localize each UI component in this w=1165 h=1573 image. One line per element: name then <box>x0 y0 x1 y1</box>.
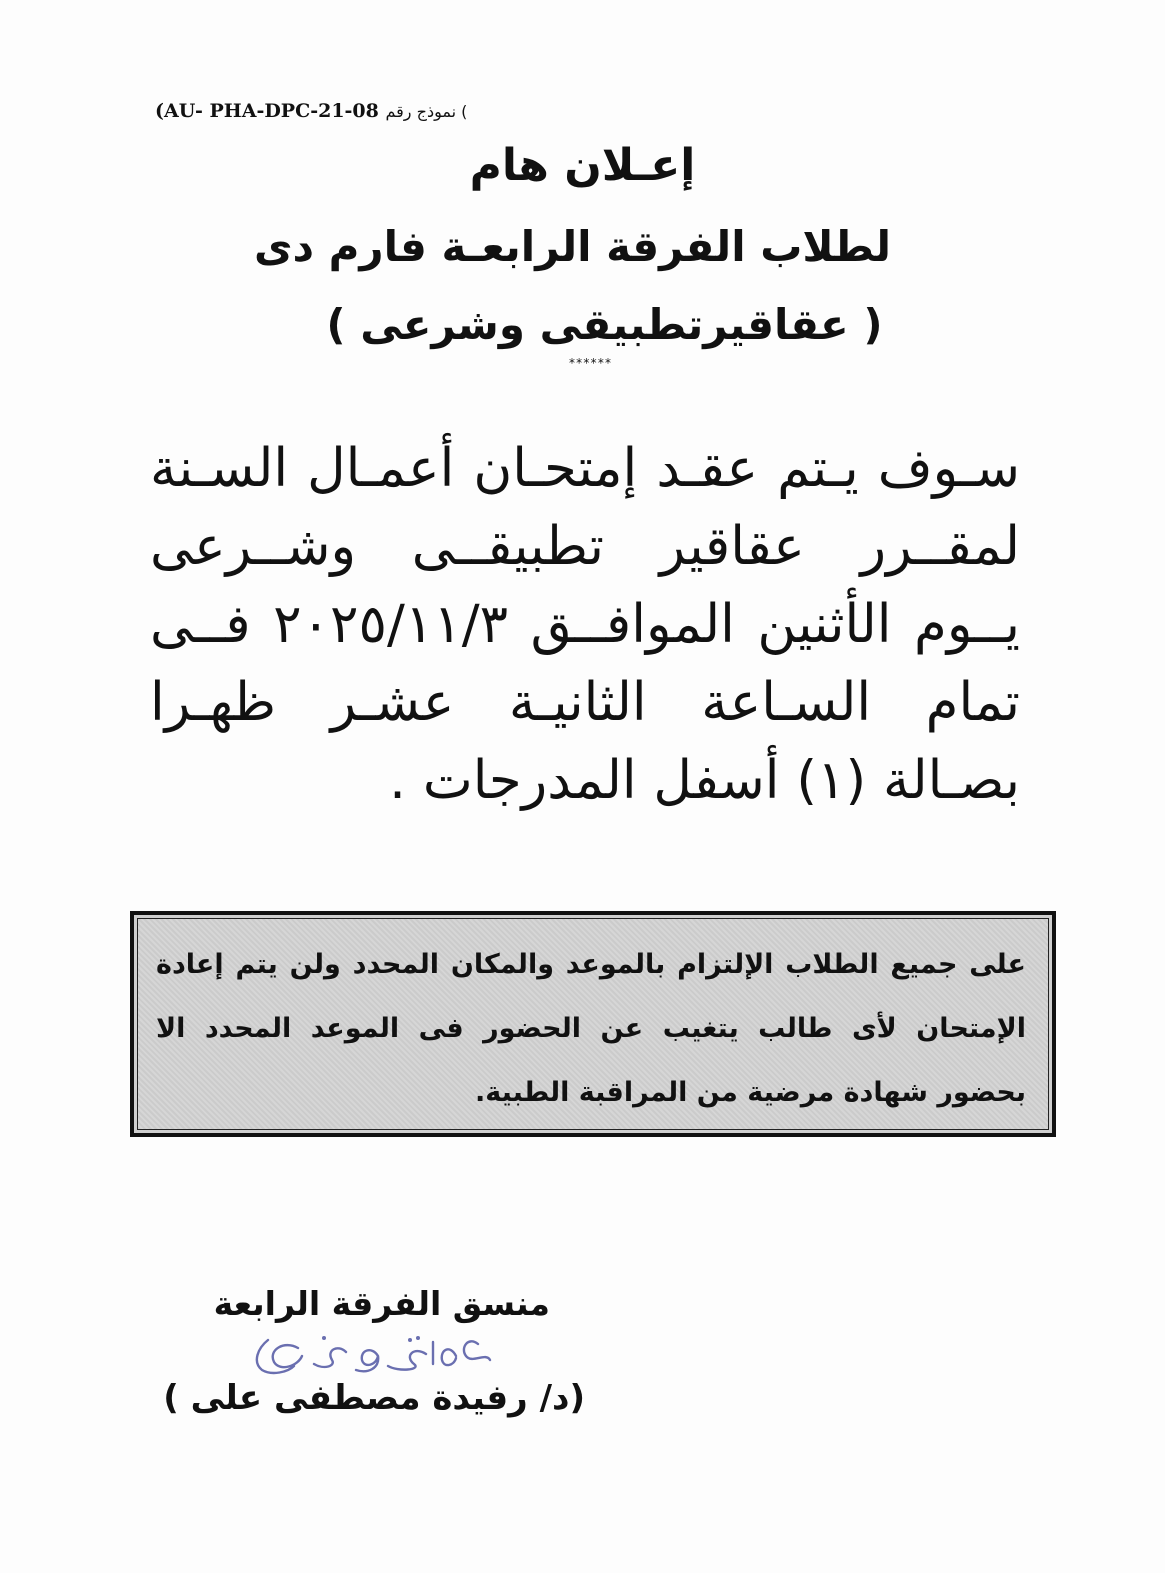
notice-text: على جميع الطلاب الإلتزام بالموعد والمكان المحدد ولن يتم إعادة الإمتحان لأى طالب يتغيب عن الحضور فى الموعد المحدد الا بحضور شهادة مرضية من المراقبة الطبية. <box>137 918 1049 1130</box>
form-number <box>155 100 540 122</box>
audience-line: لطلاب الفرقة الرابعـة فارم دى <box>253 222 892 271</box>
announcement-body: سـوف يـتم عقـد إمتحـان أعمـال السـنة لمقــرر عقاقير تطبيقــى وشــرعى يــوم الأثنين الموافــق ٢٠٢٥/١١/٣ فــى تمام السـاعة الثانيـة عشـر ظهـرا بصـالة (١) أسفل المدرجات . <box>150 438 1021 811</box>
signature-name: (د/ رفيدة مصطفى على ) <box>163 1378 585 1418</box>
signature-title: منسق الفرقة الرابعة <box>213 1284 550 1323</box>
form-number-code: (AU- PHA-DPC-21-08 <box>155 100 379 122</box>
announcement-title: إعـلان هام <box>469 140 696 191</box>
separator-stars: ****** <box>568 356 612 370</box>
form-number-prefix: نموذج رقم ( <box>385 102 468 121</box>
handwritten-signature <box>228 1326 528 1386</box>
notice-box <box>130 911 1056 1137</box>
course-line: ( عقاقيرتطبيقى وشرعى ) <box>326 300 883 349</box>
